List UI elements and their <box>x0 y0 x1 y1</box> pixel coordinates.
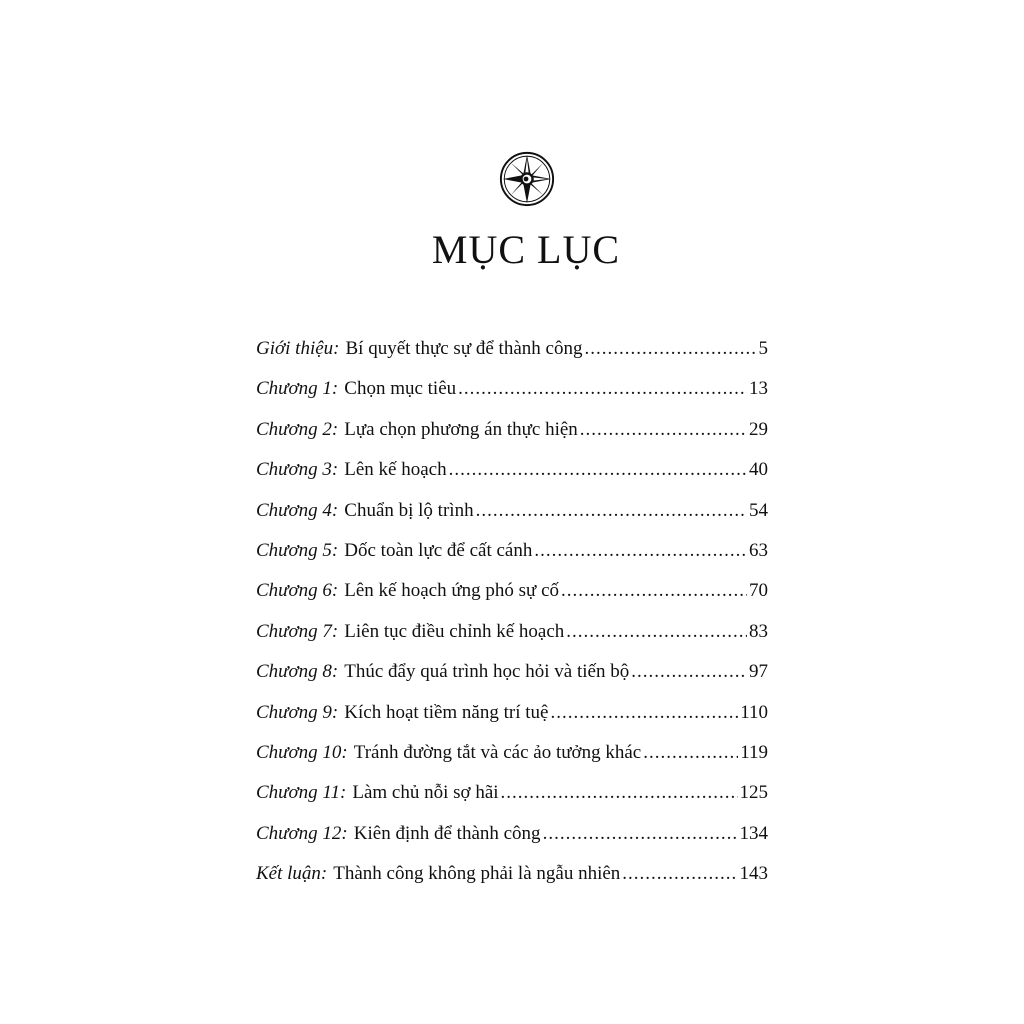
toc-leader-dots <box>543 823 738 845</box>
toc-entry <box>256 621 768 661</box>
toc-entry-page-number: 13 <box>749 378 768 400</box>
toc-entry-title: Kiên định để thành công <box>353 822 541 844</box>
toc-entry <box>256 863 768 903</box>
toc-entry-label: Chương 3: <box>256 459 339 481</box>
toc-entry-label: Chương 12: <box>256 822 348 844</box>
toc-entry-page-number: 119 <box>740 741 768 763</box>
toc-entry-title: Liên tục điều chỉnh kế hoạch <box>344 620 565 642</box>
toc-entry-title: Thúc đẩy quá trình học hỏi và tiến bộ <box>344 661 630 683</box>
toc-leader-dots <box>622 863 737 885</box>
toc-entry-page-number: 97 <box>749 661 768 683</box>
toc-entry <box>256 782 768 822</box>
toc-leader-dots <box>566 621 747 643</box>
toc-entry <box>256 459 768 499</box>
toc-entry-page-number: 110 <box>740 701 768 723</box>
toc-entry-page-number: 83 <box>749 620 768 642</box>
toc-leader-dots <box>580 419 747 441</box>
toc-entry-page-number: 125 <box>739 782 768 804</box>
toc-entry-label: Chương 2: <box>256 418 339 440</box>
toc-entry-title: Bí quyết thực sự để thành công <box>345 338 583 359</box>
toc-entry-title: Dốc toàn lực để cất cánh <box>344 539 533 561</box>
toc-leader-dots <box>631 661 747 683</box>
toc-entry-label: Chương 1: <box>256 378 339 400</box>
toc-entry-title: Chọn mục tiêu <box>344 378 457 400</box>
toc-entry-label: Chương 8: <box>256 661 339 683</box>
toc-entry-title: Tránh đường tắt và các ảo tưởng khác <box>353 741 642 763</box>
toc-entry <box>256 823 768 863</box>
page-title: MỤC LỤC <box>431 227 621 272</box>
toc-leader-dots <box>561 580 747 602</box>
toc-entry-title: Lên kế hoạch <box>344 459 447 481</box>
toc-entry <box>256 500 768 540</box>
toc-entry-label: Chương 9: <box>256 701 339 723</box>
toc-entry-label: Chương 10: <box>256 741 348 763</box>
toc-entry-label: Kết luận: <box>256 863 328 885</box>
toc-leader-dots <box>449 459 747 481</box>
toc-entry <box>256 702 768 742</box>
toc-entry-label: Chương 11: <box>256 782 347 804</box>
toc-entry-label: Chương 6: <box>256 580 339 602</box>
toc-entry-page-number: 29 <box>749 418 768 440</box>
toc-entry <box>256 580 768 620</box>
toc-leader-dots <box>501 782 738 804</box>
toc-leader-dots <box>584 338 756 360</box>
toc-entry-title: Lên kế hoạch ứng phó sự cố <box>344 580 560 602</box>
toc-leader-dots <box>476 500 747 522</box>
toc-entry <box>256 742 768 782</box>
toc-entry <box>256 338 768 378</box>
toc-entry <box>256 378 768 418</box>
toc-entry <box>256 419 768 459</box>
toc-entry-label: Giới thiệu: <box>256 338 340 359</box>
toc-entry-label: Chương 4: <box>256 499 339 521</box>
toc-leader-dots <box>534 540 747 562</box>
toc-entry-page-number: 5 <box>758 338 768 359</box>
toc-entry-page-number: 134 <box>739 822 768 844</box>
compass-rose-icon <box>498 150 556 208</box>
toc-entry-label: Chương 7: <box>256 620 339 642</box>
toc-entry-title: Làm chủ nỗi sợ hãi <box>352 782 499 804</box>
toc-leader-dots <box>550 702 738 724</box>
toc-entry-page-number: 70 <box>749 580 768 602</box>
toc-leader-dots <box>643 742 738 764</box>
table-of-contents <box>256 338 768 903</box>
toc-entry-title: Lựa chọn phương án thực hiện <box>344 418 578 440</box>
toc-entry-label: Chương 5: <box>256 539 339 561</box>
toc-entry-page-number: 54 <box>749 499 768 521</box>
toc-entry-page-number: 143 <box>739 863 768 885</box>
toc-entry <box>256 540 768 580</box>
toc-entry <box>256 661 768 701</box>
toc-entry-title: Chuẩn bị lộ trình <box>344 499 474 521</box>
toc-entry-title: Kích hoạt tiềm năng trí tuệ <box>344 701 549 723</box>
toc-leader-dots <box>458 378 747 400</box>
toc-entry-page-number: 40 <box>749 459 768 481</box>
toc-entry-page-number: 63 <box>749 539 768 561</box>
toc-entry-title: Thành công không phải là ngẫu nhiên <box>333 863 621 885</box>
